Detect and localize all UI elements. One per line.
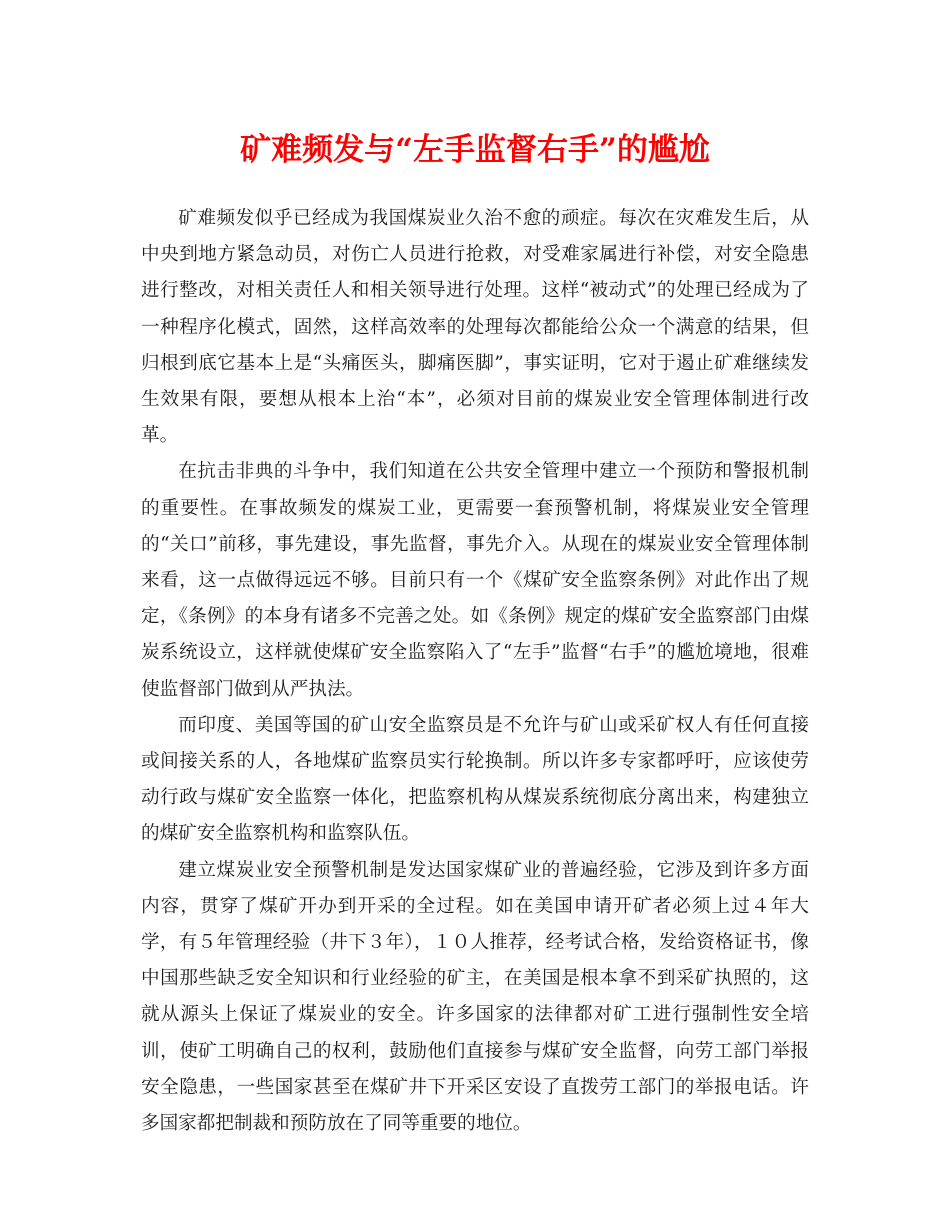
document-body (141, 201, 809, 1142)
document-title: 矿难频发与“左手监督右手”的尴尬 (240, 132, 710, 168)
paragraph-4: 建立煤炭业安全预警机制是发达国家煤矿业的普遍经验，它涉及到许多方面内容，贯穿了煤矿开办到开采的全过程。如在美国申请开矿者必须上过４年大学，有５年管理经验（井下３年），１０人推荐，经考试合格，发给资格证书，像中国那些缺乏安全知识和行业经验的矿主，在美国是根本拿不到采矿执照的，这就从源头上保证了煤炭业的安全。许多国家的法律都对矿工进行强制性安全培训，使矿工明确自己的权利，鼓励他们直接参与煤矿安全监督，向劳工部门举报安全隐患，一些国家甚至在煤矿井下开采区安设了直拨劳工部门的举报电话。许多国家都把制裁和预防放在了同等重要的地位。 (141, 859, 809, 1135)
paragraph-2: 在抗击非典的斗争中，我们知道在公共安全管理中建立一个预防和警报机制的重要性。在事故频发的煤炭工业，更需要一套预警机制，将煤炭业安全管理的“关口”前移，事先建设，事先监督，事先介入。从现在的煤炭业安全管理体制来看，这一点做得远远不够。目前只有一个《煤矿安全监察条例》对此作出了规定，《条例》的本身有诸多不完善之处。如《条例》规定的煤矿安全监察部门由煤炭系统设立，这样就使煤矿安全监察陷入了“左手”监督“右手”的尴尬境地，很难使监督部门做到从严执法。 (141, 461, 809, 700)
paragraph-1: 矿难频发似乎已经成为我国煤炭业久治不愈的顽症。每次在灾难发生后，从中央到地方紧急动员，对伤亡人员进行抢救，对受难家属进行补偿，对安全隐患进行整改，对相关责任人和相关领导进行处理。这样“被动式”的处理已经成为了一种程序化模式，固然，这样高效率的处理每次都能给公众一个满意的结果，但归根到底它基本上是“头痛医头，脚痛医脚”，事实证明，它对于遏止矿难继续发生效果有限，要想从根本上治“本”，必须对目前的煤炭业安全管理体制进行改革。 (141, 208, 809, 447)
paragraph-3: 而印度、美国等国的矿山安全监察员是不允许与矿山或采矿权人有任何直接或间接关系的人，各地煤矿监察员实行轮换制。所以许多专家都呼吁，应该使劳动行政与煤矿安全监察一体化，把监察机构从煤炭系统彻底分离出来，构建独立的煤矿安全监察机构和监察队伍。 (141, 714, 809, 845)
